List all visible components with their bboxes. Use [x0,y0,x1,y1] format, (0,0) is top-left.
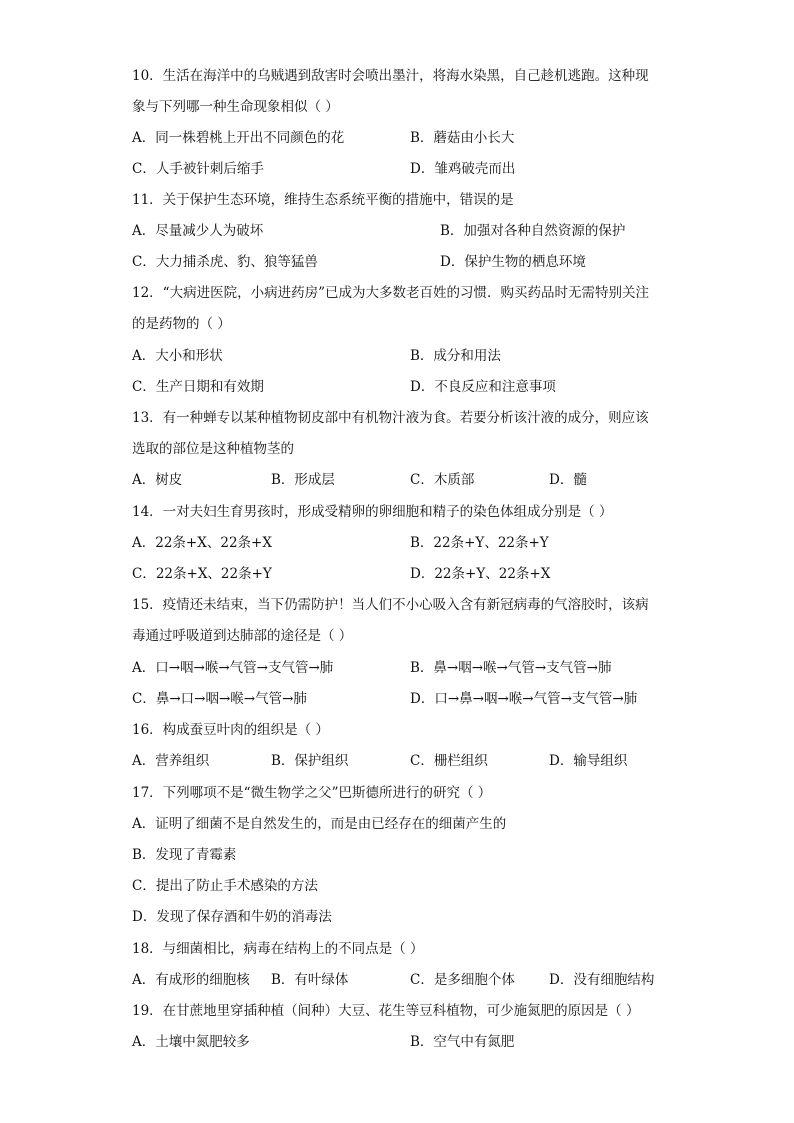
question-13-stem-line-2: 选取的部位是这种植物茎的 [132,441,294,457]
question-10-stem-line-1: 10．生活在海洋中的乌贼遇到敌害时会喷出墨汁，将海水染黑，自己趁机逃跑。这种现 [132,68,649,84]
question-12-option-a: A．大小和形状 [132,348,223,364]
question-11-option-c: C．大力捕杀虎、豹、狼等猛兽 [132,254,318,270]
question-11-option-d: D．保护生物的栖息环境 [440,254,586,270]
question-11-option-b: B．加强对各种自然资源的保护 [440,223,626,239]
question-16-option-d: D．输导组织 [549,753,628,769]
question-14-option-b: B．22条+Y、22条+Y [410,535,549,551]
question-14-stem: 14．一对夫妇生育男孩时，形成受精卵的卵细胞和精子的染色体组成分别是（ ） [132,504,613,520]
question-14-option-c: C．22条+X、22条+Y [132,566,272,582]
question-10-option-d: D．雏鸡破壳而出 [410,161,516,177]
question-19-option-a: A．土壤中氮肥较多 [132,1034,250,1050]
question-18-option-b: B．有叶绿体 [271,972,349,988]
question-12-option-b: B．成分和用法 [410,348,501,364]
question-13-option-c: C．木质部 [410,472,475,488]
question-17-stem: 17．下列哪项不是“微生物学之父”巴斯德所进行的研究（ ） [132,785,492,801]
question-15-stem-line-1: 15．疫情还未结束，当下仍需防护！当人们不小心吸入含有新冠病毒的气溶胶时，该病 [132,597,649,613]
question-16-option-a: A．营养组织 [132,753,210,769]
question-15-option-b: B．鼻→咽→喉→气管→支气管→肺 [410,660,612,676]
question-10-option-b: B．蘑菇由小长大 [410,130,515,146]
question-15-option-c: C．鼻→口→咽→喉→气管→肺 [132,691,307,707]
question-17-option-d: D．发现了保存酒和牛奶的消毒法 [132,909,332,925]
question-13-option-a: A．树皮 [132,472,183,488]
question-10-stem-line-2: 象与下列哪一种生命现象相似（ ） [132,99,339,115]
question-18-option-d: D．没有细胞结构 [549,972,655,988]
question-13-option-d: D．髓 [549,472,587,488]
question-18-option-a: A．有成形的细胞核 [132,972,250,988]
question-12-option-d: D．不良反应和注意事项 [410,379,556,395]
question-19-option-b: B．空气中有氮肥 [410,1034,515,1050]
question-15-option-a: A．口→咽→喉→气管→支气管→肺 [132,660,334,676]
question-17-option-a: A．证明了细菌不是自然发生的，而是由已经存在的细菌产生的 [132,816,507,832]
question-10-option-c: C．人手被针刺后缩手 [132,161,264,177]
question-17-option-b: B．发现了青霉素 [132,847,237,863]
question-16-stem: 16．构成蚕豆叶肉的组织是（ ） [132,722,329,738]
question-12-option-c: C．生产日期和有效期 [132,379,264,395]
question-19-stem: 19．在甘蔗地里穿插种植（间种）大豆、花生等豆科植物，可少施氮肥的原因是（ ） [132,1003,640,1019]
question-17-option-c: C．提出了防止手术感染的方法 [132,878,318,894]
question-16-option-b: B．保护组织 [271,753,349,769]
question-16-option-c: C．栅栏组织 [410,753,488,769]
question-10-option-a: A．同一株碧桃上开出不同颜色的花 [132,130,345,146]
question-14-option-a: A．22条+X、22条+X [132,535,272,551]
question-12-stem-line-1: 12．“大病进医院，小病进药房”已成为大多数老百姓的习惯．购买药品时无需特别关注 [132,285,649,301]
question-15-option-d: D．口→鼻→咽→喉→气管→支气管→肺 [410,691,638,707]
question-12-stem-line-2: 的是药物的（ ） [132,316,231,332]
question-18-option-c: C．是多细胞个体 [410,972,515,988]
question-18-stem: 18．与细菌相比，病毒在结构上的不同点是（ ） [132,941,424,957]
question-13-stem-line-1: 13．有一种蝉专以某种植物韧皮部中有机物汁液为食。若要分析该汁液的成分，则应该 [132,410,649,426]
question-14-option-d: D．22条+Y、22条+X [410,566,551,582]
question-11-stem: 11．关于保护生态环境，维持生态系统平衡的措施中，错误的是 [132,192,514,208]
question-11-option-a: A．尽量减少人为破坏 [132,223,264,239]
question-15-stem-line-2: 毒通过呼吸道到达肺部的途径是（ ） [132,628,353,644]
question-13-option-b: B．形成层 [271,472,335,488]
